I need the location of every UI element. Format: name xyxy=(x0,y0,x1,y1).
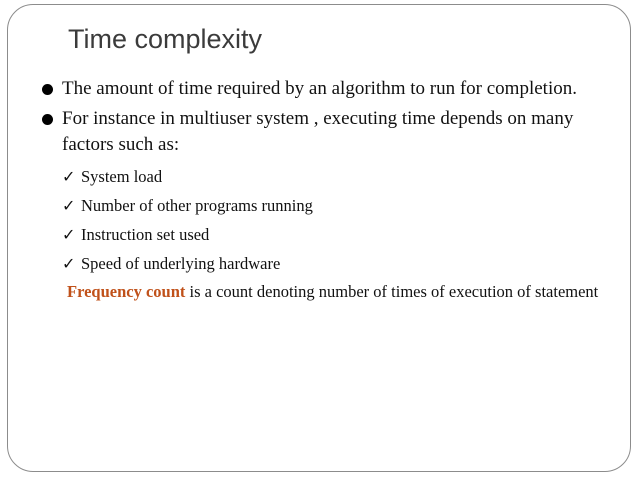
sub-list-item xyxy=(40,220,610,249)
checkmark-icon: ✓ xyxy=(62,254,76,273)
sub-list-item xyxy=(40,191,610,220)
bullet-text: The amount of time required by an algorithm to run for completion. xyxy=(62,78,577,99)
sub-item-text: System load xyxy=(81,167,163,186)
sub-list xyxy=(40,162,610,278)
frequency-count-note xyxy=(40,279,610,304)
checkmark-icon: ✓ xyxy=(62,167,76,186)
bullet-item xyxy=(40,106,610,158)
sub-item-text: Instruction set used xyxy=(81,225,210,244)
checkmark-icon: ✓ xyxy=(62,196,76,215)
bullet-dot-icon xyxy=(42,114,53,125)
bullet-dot-icon xyxy=(42,84,53,95)
bullet-text: For instance in multiuser system , executing time depends on many factors such as: xyxy=(62,108,574,155)
sub-list-item xyxy=(40,249,610,278)
slide-content xyxy=(40,76,610,304)
slide-title: Time complexity xyxy=(68,24,263,54)
sub-list-item xyxy=(40,162,610,191)
sub-item-text: Speed of underlying hardware xyxy=(81,254,281,273)
note-text: is a count denoting number of times of execution of statement xyxy=(185,282,599,301)
note-term: Frequency count xyxy=(67,282,186,301)
checkmark-icon: ✓ xyxy=(62,225,76,244)
sub-item-text: Number of other programs running xyxy=(81,196,313,215)
bullet-item xyxy=(40,76,610,102)
